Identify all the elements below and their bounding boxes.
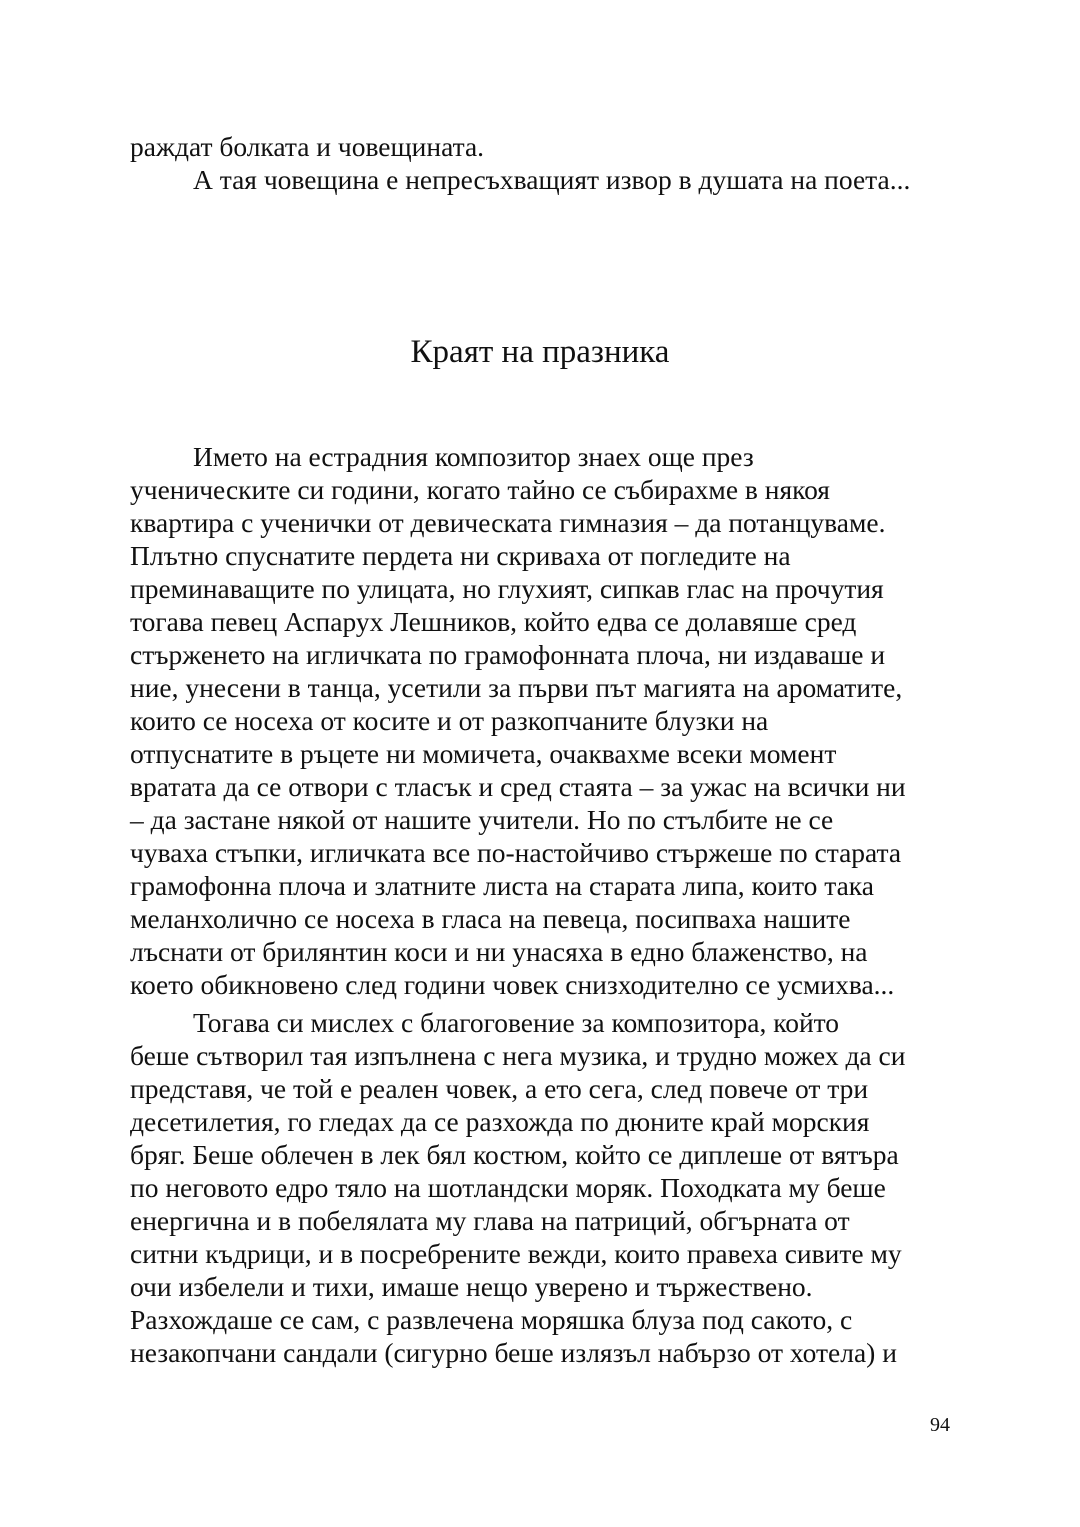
paragraph-line: очи избелели и тихи, имаше нещо уверено и тържествено.	[130, 1271, 813, 1302]
paragraph-line: енергична и в побелялата му глава на патриций, обгърната от	[130, 1205, 850, 1236]
paragraph-line: незакопчани сандали (сигурно беше излязъл набързо от хотела) и	[130, 1337, 897, 1368]
paragraph-line: раждат болката и човещината.	[130, 131, 485, 162]
paragraph-line: грамофонна плоча и златните листа на старата липа, които така	[130, 870, 874, 901]
paragraph-line: стърженето на игличката по грамофонната плоча, ни издаваше и	[130, 639, 886, 670]
paragraph-line: представя, че той е реален човек, а ето сега, след повече от три	[130, 1073, 869, 1104]
paragraph-line: отпуснатите в ръцете ни момичета, очаквахме всеки момент	[130, 738, 837, 769]
paragraph-line: вратата да се отвори с тласък и сред стаята – за ужас на всички ни	[130, 771, 906, 802]
paragraph-line: преминаващите по улицата, но глухият, сипкав глас на прочутия	[130, 573, 884, 604]
paragraph-line: чуваха стъпки, игличката все по-настойчиво стържеше по старата	[130, 837, 902, 868]
paragraph-line: бряг. Беше облечен в лек бял костюм, който се диплеше от вятъра	[130, 1139, 899, 1170]
paragraph-line: А тая човещина е непресъхващият извор в душата на поета...	[193, 164, 911, 195]
paragraph-line: квартира с ученички от девическата гимназия – да потанцуваме.	[130, 507, 886, 538]
paragraph-line: Разхождаше се сам, с развлечена моряшка блуза под сакото, с	[130, 1304, 853, 1335]
paragraph-line: Името на естрадния композитор знаех още през	[193, 441, 754, 472]
page-number: 94	[930, 1414, 950, 1436]
paragraph-line: което обикновено след години човек снизходително се усмихва...	[130, 969, 895, 1000]
paragraph-line: тогава певец Аспарух Лешников, който едва се долавяше сред	[130, 606, 857, 637]
paragraph-line: десетилетия, го гледах да се разхожда по дюните край морския	[130, 1106, 870, 1137]
paragraph-line: лъснати от брилянтин коси и ни унасяха в едно блаженство, на	[130, 936, 868, 967]
chapter-title: Краят на празника	[410, 334, 670, 370]
paragraph-line: беше сътворил тая изпълнена с нега музика, и трудно можех да си	[130, 1040, 906, 1071]
paragraph-line: ние, унесени в танца, усетили за първи път магията на ароматите,	[130, 672, 903, 703]
paragraph-line: меланхолично се носеха в гласа на певеца, посипваха нашите	[130, 903, 851, 934]
paragraph-line: Тогава си мислех с благоговение за композитора, който	[193, 1007, 840, 1038]
paragraph-line: Плътно спуснатите пердета ни скриваха от погледите на	[130, 540, 791, 571]
paragraph-line: които се носеха от косите и от разкопчаните блузки на	[130, 705, 769, 736]
paragraph-line: по неговото едро тяло на шотландски моряк. Походката му беше	[130, 1172, 886, 1203]
paragraph-line: ученическите си години, когато тайно се събирахме в някоя	[130, 474, 830, 505]
paragraph-line: ситни къдрици, и в посребрените вежди, които правеха сивите му	[130, 1238, 902, 1269]
paragraph-line: – да застане някой от нашите учители. Но по стълбите не се	[130, 804, 834, 835]
